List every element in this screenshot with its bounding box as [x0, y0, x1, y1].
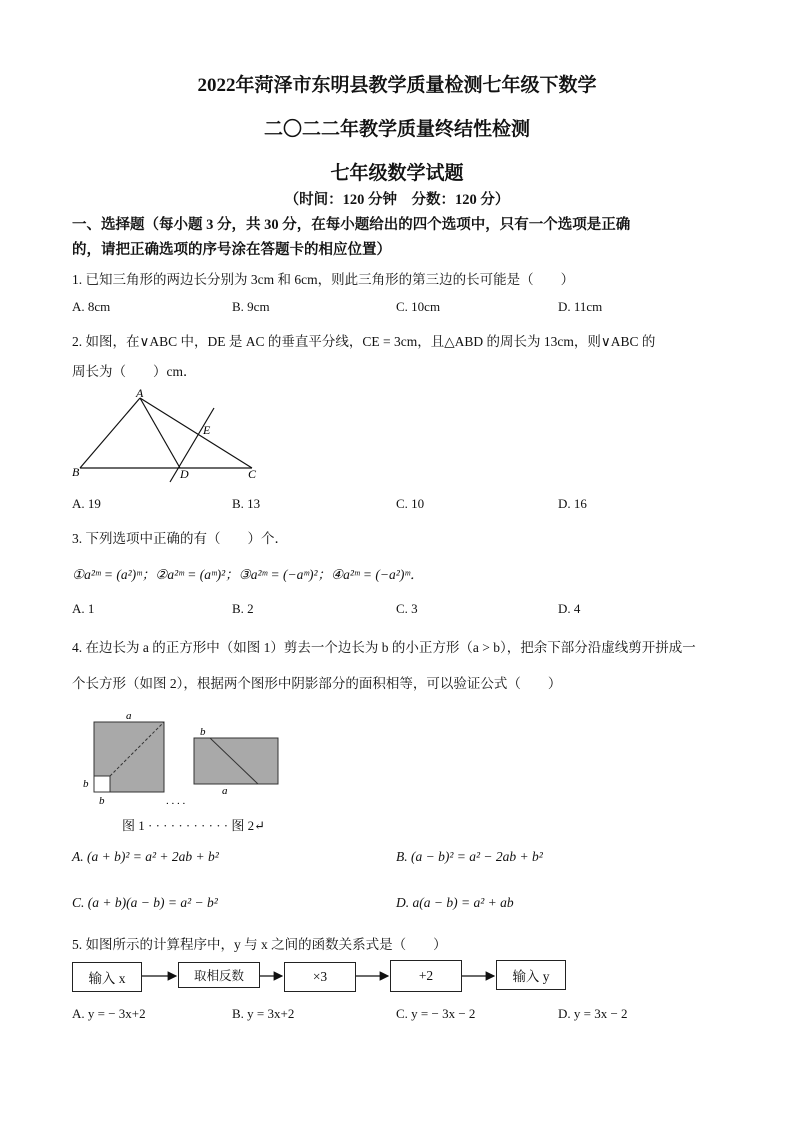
flow-box-input-x: 输入 x: [72, 962, 142, 992]
label-c: C: [248, 467, 257, 481]
flow-box-output-y: 输入 y: [496, 960, 566, 990]
q5-option-b[interactable]: B. y = 3x+2: [232, 1006, 295, 1021]
figure2-label-b: b: [200, 726, 206, 738]
q2-option-d[interactable]: D. 16: [558, 496, 587, 511]
flow-box-negate: 取相反数: [178, 962, 260, 988]
label-d: D: [180, 467, 189, 481]
q4-stem-line2: 个长方形（如图 2），根据两个图形中阴影部分的面积相等，可以验证公式（ ）: [72, 676, 562, 691]
side-ab: [80, 398, 140, 468]
side-ac: [140, 398, 252, 468]
q3-option-c[interactable]: C. 3: [396, 601, 418, 616]
q1-stem: 1. 已知三角形的两边长分别为 3cm 和 6cm，则此三角形的第三边的长可能是（ ）: [72, 272, 575, 287]
label-e: E: [203, 423, 211, 437]
q1-option-c[interactable]: C. 10cm: [396, 299, 441, 314]
q4-option-d[interactable]: D. a(a − b) = a² + ab: [396, 895, 514, 910]
segment-ad: [140, 398, 180, 468]
grade-title: 七年级数学试题: [330, 163, 464, 184]
perpendicular-bisector-de: [170, 408, 214, 482]
figure1-label-a: a: [126, 710, 132, 722]
q2-stem-line2: 周长为（ ）cm．: [72, 364, 197, 379]
q4-figure-caption: 图 1 · · · · · · · · · · · 图 2↵: [122, 818, 266, 833]
section-heading-line1: 一、选择题（每小题 3 分，共 30 分，在每小题给出的四个选项中，只有一个选项是正确: [72, 217, 631, 233]
flow-box-times-3: ×3: [284, 962, 356, 992]
triangle-figure: [70, 388, 270, 484]
section-heading-line2: 的，请把正确选项的序号涂在答题卡的相应位置）: [72, 242, 391, 258]
q5-option-c[interactable]: C. y = − 3x − 2: [396, 1006, 476, 1021]
figure1-label-b-bottom: b: [99, 795, 105, 807]
figure2-label-a: a: [222, 785, 228, 797]
exam-info: （时间：120 分钟 分数：120 分）: [284, 192, 510, 208]
figure1-label-b-side: b: [83, 778, 89, 790]
q3-stem: 3. 下列选项中正确的有（ ）个．: [72, 531, 288, 546]
q3-formulas: ①a²ᵐ = (a²)ᵐ；②a²ᵐ = (aᵐ)²；③a²ᵐ = (−aᵐ)²；④a²ᵐ = (−a²)ᵐ．: [72, 567, 424, 582]
exam-title: 2022年菏泽市东明县教学质量检测七年级下数学: [197, 75, 597, 96]
q4-option-a[interactable]: A. (a + b)² = a² + 2ab + b²: [72, 849, 219, 864]
figure1-cut-square: [94, 776, 110, 792]
q5-option-a[interactable]: A. y = − 3x+2: [72, 1006, 146, 1021]
q3-option-d[interactable]: D. 4: [558, 601, 581, 616]
figure2-rectangle: [194, 738, 278, 784]
q4-option-c[interactable]: C. (a + b)(a − b) = a² − b²: [72, 895, 218, 910]
q2-stem-line1: 2. 如图，在∨ABC 中，DE 是 AC 的垂直平分线，CE = 3cm，且△ABD 的周长为 13cm，则∨ABC 的: [72, 334, 656, 349]
exam-subtitle: 二〇二二年教学质量终结性检测: [263, 119, 530, 140]
q4-stem-line1: 4. 在边长为 a 的正方形中（如图 1）剪去一个边长为 b 的小正方形（a > b），把余下部分沿虚线剪开拼成一: [72, 640, 696, 655]
q1-option-d[interactable]: D. 11cm: [558, 299, 603, 314]
q2-option-a[interactable]: A. 19: [72, 496, 101, 511]
square-figures: [80, 710, 300, 810]
q2-option-c[interactable]: C. 10: [396, 496, 425, 511]
q3-option-a[interactable]: A. 1: [72, 601, 95, 616]
figure-dots: . . . .: [166, 795, 186, 807]
q1-option-a[interactable]: A. 8cm: [72, 299, 111, 314]
label-b: B: [72, 465, 80, 479]
q3-option-b[interactable]: B. 2: [232, 601, 254, 616]
flow-box-plus-2: +2: [390, 960, 462, 992]
label-a: A: [136, 386, 144, 400]
q4-option-b[interactable]: B. (a − b)² = a² − 2ab + b²: [396, 849, 543, 864]
q5-option-d[interactable]: D. y = 3x − 2: [558, 1006, 628, 1021]
q2-option-b[interactable]: B. 13: [232, 496, 261, 511]
q1-option-b[interactable]: B. 9cm: [232, 299, 270, 314]
q5-stem: 5. 如图所示的计算程序中，y 与 x 之间的函数关系式是（ ）: [72, 937, 447, 952]
